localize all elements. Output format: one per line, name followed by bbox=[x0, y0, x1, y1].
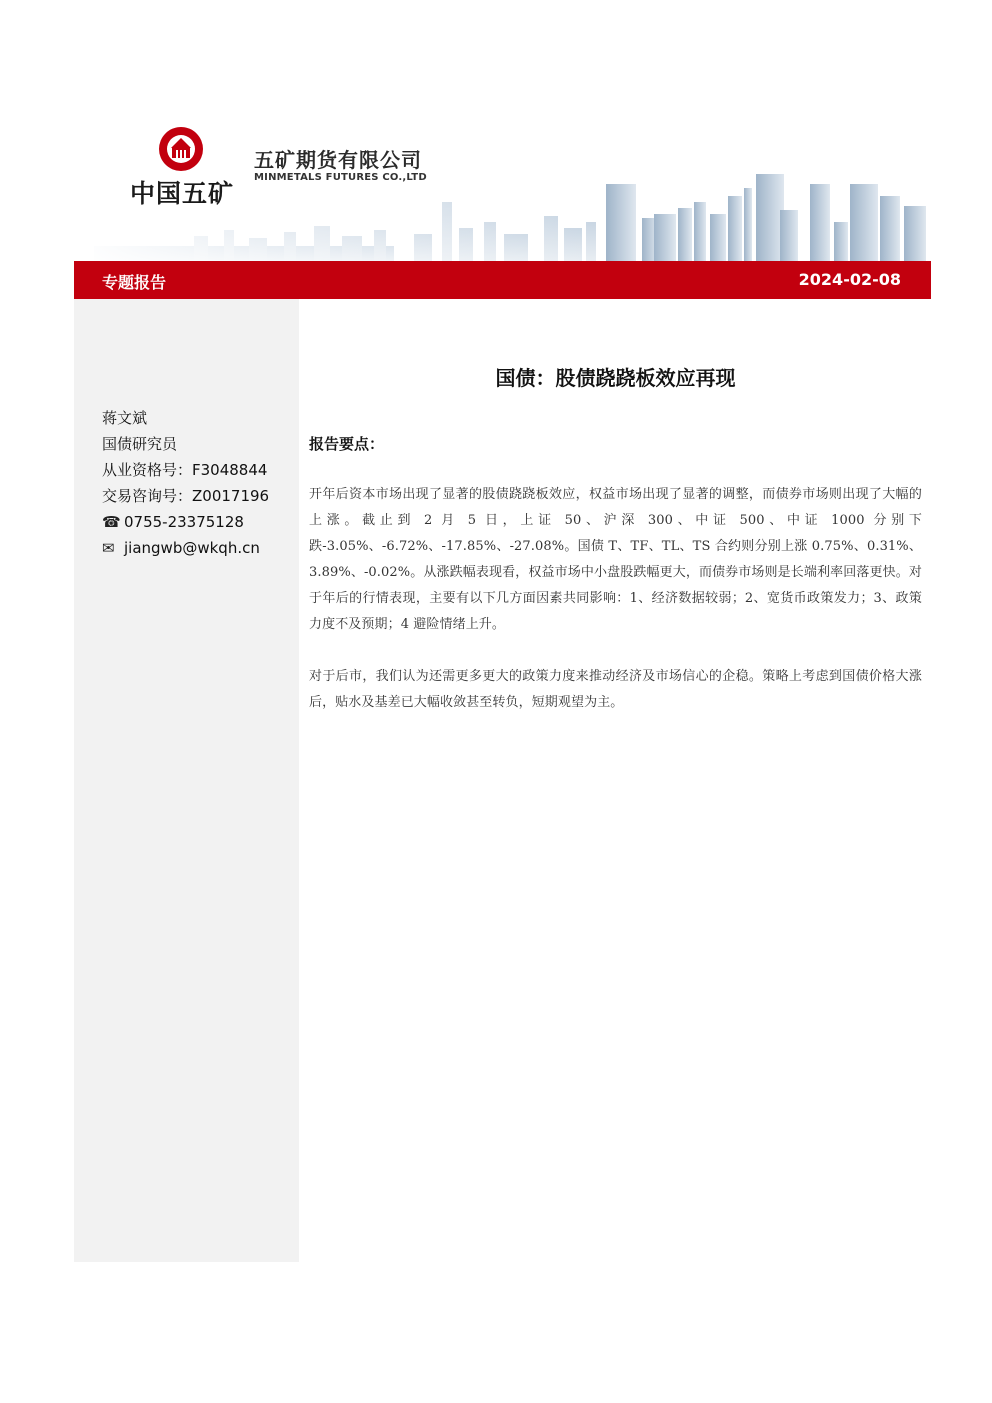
author-sidebar bbox=[74, 299, 299, 1262]
author-phone-row bbox=[102, 509, 269, 535]
company-name-cn: 五矿期货有限公司 bbox=[254, 148, 422, 172]
mail-icon: ✉ bbox=[102, 539, 115, 557]
key-points-heading: 报告要点： bbox=[309, 435, 385, 453]
author-phone: 0755-23375128 bbox=[124, 513, 244, 531]
summary-paragraph-1: 开年后资本市场出现了显著的股债跷跷板效应，权益市场出现了显著的调整，而债券市场则出现了大幅的上涨。截止到 2 月 5 日，上证 50、沪深 300、中证 500、中证 1000 分别下跌-3.05%、-6.72%、-17.85%、-27.08%。国债 T、TF、TL、TS 合约则分别上涨 0.75%、0.31%、3.89%、-0.02%。从涨跌幅表现看，权益市场中小盘股跌幅更大，而债券市场则是长端利率回落更快。对于年后的行情表现，主要有以下几方面因素共同影响：1、经济数据较弱；2、宽货币政策发力；3、政策力度不及预期；4 避险情绪上升。 bbox=[309, 487, 922, 632]
minmetals-logo-icon bbox=[158, 126, 204, 172]
author-qualification: 从业资格号：F3048844 bbox=[102, 461, 268, 479]
group-logo-text: 中国五矿 bbox=[130, 179, 235, 208]
report-type-label: 专题报告 bbox=[102, 273, 167, 292]
author-consult-number: 交易咨询号：Z0017196 bbox=[102, 487, 270, 505]
author-email[interactable]: jiangwb@wkqh.cn bbox=[124, 539, 260, 557]
report-title: 国债：股债跷跷板效应再现 bbox=[495, 366, 736, 390]
author-info bbox=[102, 405, 269, 561]
author-name: 蒋文斌 bbox=[102, 409, 148, 427]
report-type-bar bbox=[74, 261, 931, 299]
summary-paragraph-2: 对于后市，我们认为还需更多更大的政策力度来推动经济及市场信心的企稳。策略上考虑到国债价格大涨后，贴水及基差已大幅收敛甚至转负，短期观望为主。 bbox=[309, 669, 922, 710]
author-role: 国债研究员 bbox=[102, 435, 178, 453]
report-header bbox=[74, 118, 931, 262]
report-date: 2024-02-08 bbox=[798, 270, 901, 289]
phone-icon: ☎ bbox=[102, 513, 121, 531]
author-email-row bbox=[102, 535, 269, 561]
company-name-en: MINMETALS FUTURES CO.,LTD bbox=[254, 172, 427, 183]
